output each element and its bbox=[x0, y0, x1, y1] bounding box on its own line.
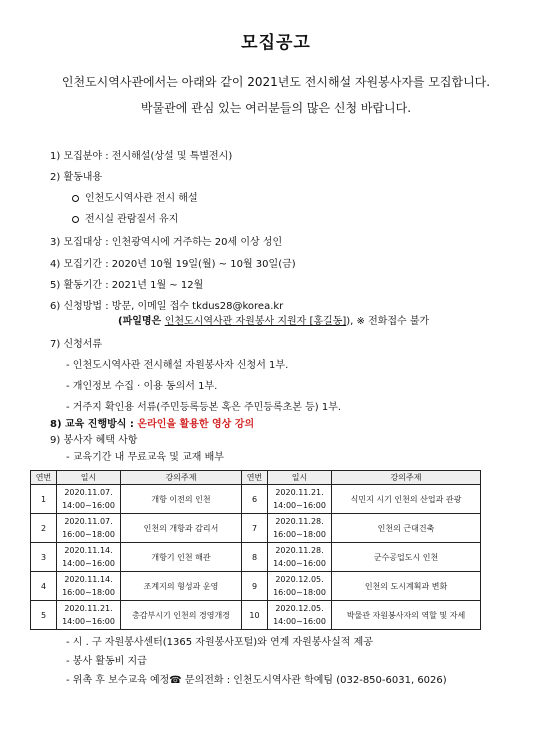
cell-topic: 조계지의 형성과 운영 bbox=[121, 572, 242, 601]
cell-no: 4 bbox=[31, 572, 57, 601]
cell-datetime: 2020.11.14. 14:00~16:00 bbox=[57, 543, 121, 572]
lecture-schedule-table bbox=[30, 470, 481, 630]
footer-line-2: - 봉사 활동비 지급 bbox=[66, 656, 147, 667]
item-education: 8) 교육 진행방식 : 온라인을 활용한 영상 강의 bbox=[50, 419, 255, 430]
table-row bbox=[31, 543, 481, 572]
item-benefits-sub: - 교육기간 내 무료교육 및 교재 배부 bbox=[66, 452, 224, 463]
page-title: 모집공고 bbox=[241, 33, 311, 53]
item-benefits: 9) 봉사자 혜택 사항 bbox=[50, 435, 138, 446]
education-method-highlight: 온라인을 활용한 영상 강의 bbox=[137, 419, 255, 430]
item-docs-sub-2: - 개인정보 수집 · 이용 동의서 1부. bbox=[66, 381, 218, 392]
header-topic: 강의주제 bbox=[121, 471, 242, 485]
item-active-period: 5) 활동기간 : 2021년 1월 ~ 12월 bbox=[50, 280, 204, 291]
filename-format: 인천도시역사관 자원봉사 지원자 [홍길동] bbox=[164, 316, 347, 327]
header-datetime: 일시 bbox=[57, 471, 121, 485]
cell-topic: 총감부시기 인천의 경영개경 bbox=[121, 601, 242, 630]
cell-datetime: 2020.11.28. 14:00~16:00 bbox=[268, 543, 332, 572]
cell-datetime: 2020.11.14. 16:00~18:00 bbox=[57, 572, 121, 601]
cell-topic: 군수공업도시 인천 bbox=[332, 543, 481, 572]
cell-no: 2 bbox=[31, 514, 57, 543]
cell-datetime: 2020.11.21. 14:00~16:00 bbox=[57, 601, 121, 630]
cell-no: 7 bbox=[242, 514, 268, 543]
cell-topic: 개항 이전의 인천 bbox=[121, 485, 242, 514]
table-row bbox=[31, 514, 481, 543]
cell-no: 10 bbox=[242, 601, 268, 630]
header-no: 연번 bbox=[31, 471, 57, 485]
item-period: 4) 모집기간 : 2020년 10월 19일(월) ~ 10월 30일(금) bbox=[50, 259, 296, 270]
item-activity-sub-2: 전시실 관람질서 유지 bbox=[72, 213, 178, 226]
footer-line-3: - 위촉 후 보수교육 예정☎ 문의전화 : 인천도시역사관 학예팀 (032-850-6031, 6026) bbox=[66, 675, 447, 686]
table-row bbox=[31, 485, 481, 514]
cell-topic: 개항기 인천 해관 bbox=[121, 543, 242, 572]
intro-line-1: 인천도시역사관에서는 아래와 같이 2021년도 전시해설 자원봉사자를 모집합니다. bbox=[61, 75, 491, 89]
table-row bbox=[31, 572, 481, 601]
cell-datetime: 2020.12.05. 14:00~16:00 bbox=[268, 601, 332, 630]
header-datetime: 일시 bbox=[268, 471, 332, 485]
cell-datetime: 2020.12.05. 16:00~18:00 bbox=[268, 572, 332, 601]
cell-datetime: 2020.11.07. 16:00~18:00 bbox=[57, 514, 121, 543]
item-method: 6) 신청방법 : 방문, 이메일 접수 tkdus28@korea.kr bbox=[50, 301, 284, 312]
cell-topic: 인천의 도시계획과 변화 bbox=[332, 572, 481, 601]
cell-no: 5 bbox=[31, 601, 57, 630]
cell-datetime: 2020.11.28. 16:00~18:00 bbox=[268, 514, 332, 543]
cell-no: 9 bbox=[242, 572, 268, 601]
item-docs: 7) 신청서류 bbox=[50, 339, 103, 350]
table-row bbox=[31, 601, 481, 630]
cell-no: 6 bbox=[242, 485, 268, 514]
cell-datetime: 2020.11.07. 14:00~16:00 bbox=[57, 485, 121, 514]
item-docs-sub-1: - 인천도시역사관 전시해설 자원봉사자 신청서 1부. bbox=[66, 360, 289, 371]
table-header-row bbox=[31, 471, 481, 485]
footer-line-1: - 시 . 구 자원봉사센터(1365 자원봉사포털)와 연계 자원봉사실적 제공 bbox=[66, 637, 373, 648]
cell-no: 3 bbox=[31, 543, 57, 572]
cell-topic: 인천의 개항과 감리서 bbox=[121, 514, 242, 543]
header-topic: 강의주제 bbox=[332, 471, 481, 485]
circle-bullet-icon bbox=[72, 195, 79, 202]
intro-line-2: 박물관에 관심 있는 여러분들의 많은 신청 바랍니다. bbox=[140, 101, 412, 115]
item-field: 1) 모집분야 : 전시해설(상설 및 특별전시) bbox=[50, 151, 233, 162]
cell-topic: 인천의 근대건축 bbox=[332, 514, 481, 543]
item-docs-sub-3: - 거주지 확인용 서류(주민등록등본 혹은 주민등록초본 등) 1부. bbox=[66, 402, 342, 413]
item-target: 3) 모집대상 : 인천광역시에 거주하는 20세 이상 성인 bbox=[50, 237, 283, 248]
cell-no: 1 bbox=[31, 485, 57, 514]
circle-bullet-icon bbox=[72, 216, 79, 223]
cell-no: 8 bbox=[242, 543, 268, 572]
cell-topic: 식민지 시기 인천의 산업과 관광 bbox=[332, 485, 481, 514]
item-activity-sub-1: 인천도시역사관 전시 해설 bbox=[72, 192, 198, 205]
item-method-note: (파일명은 인천도시역사관 자원봉사 지원자 [홍길동]), ※ 전화접수 불가 bbox=[118, 316, 430, 327]
cell-topic: 박물관 자원봉사자의 역할 및 자세 bbox=[332, 601, 481, 630]
item-activity: 2) 활동내용 bbox=[50, 172, 103, 183]
cell-datetime: 2020.11.21. 14:00~16:00 bbox=[268, 485, 332, 514]
header-no: 연번 bbox=[242, 471, 268, 485]
